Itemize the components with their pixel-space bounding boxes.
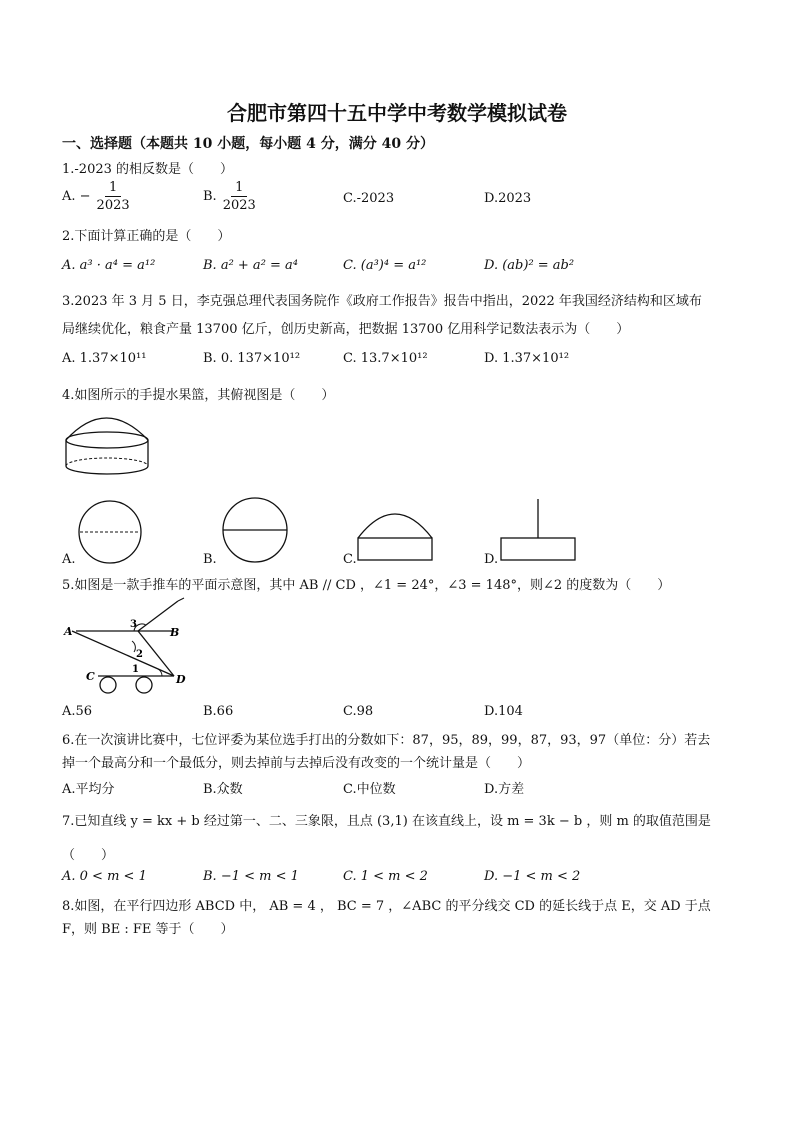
question-8-line-1: 8.如图，在平行四边形 ABCD 中， AB = 4 ， BC = 7 ，∠ABC 的平分线交 CD 的延长线于点 E，交 AD 于点 bbox=[62, 899, 711, 914]
label-angle-2: 2 bbox=[136, 649, 143, 660]
label-b: B bbox=[170, 626, 180, 639]
fruit-basket-figure bbox=[62, 410, 152, 478]
section-heading: 一、选择题（本题共 10 小题，每小题 4 分，满分 40 分） bbox=[62, 136, 434, 152]
trolley-figure bbox=[62, 596, 192, 696]
question-5-option-d: D.104 bbox=[484, 704, 523, 719]
question-5-stem: 5.如图是一款手推车的平面示意图，其中 AB // CD ，∠1 = 24°，∠3 = 148°，则∠2 的度数为（ ） bbox=[62, 578, 671, 593]
question-1-option-c: C.-2023 bbox=[343, 191, 395, 206]
option-d-figure-handle-rect bbox=[500, 498, 576, 562]
page-title: 合肥市第四十五中学中考数学模拟试卷 bbox=[227, 101, 567, 125]
question-4-option-d: D. bbox=[484, 552, 499, 567]
question-7-option-a: A. 0 < m < 1 bbox=[62, 869, 147, 884]
question-1-stem: 1.-2023 的相反数是（ ） bbox=[62, 162, 234, 177]
label-a: A bbox=[64, 625, 73, 638]
label-c: C bbox=[86, 670, 95, 683]
question-7-line-1: 7.已知直线 y = kx + b 经过第一、二、三象限，且点 (3,1) 在该直线上，设 m = 3k − b ，则 m 的取值范围是 bbox=[62, 814, 711, 829]
question-3-option-d: D. 1.37×10¹² bbox=[484, 351, 570, 366]
question-1-option-a: A. − $\frac{1}{2023}$ bbox=[62, 180, 130, 213]
question-6-option-d: D.方差 bbox=[484, 782, 525, 797]
question-6-line-1: 6.在一次演讲比赛中，七位评委为某位选手打出的分数如下：87，95，89，99，87，93，97（单位：分）若去 bbox=[62, 733, 711, 748]
question-6-option-a: A.平均分 bbox=[62, 782, 115, 797]
label-angle-1: 1 bbox=[132, 664, 139, 675]
question-4-option-c: C. bbox=[343, 552, 357, 567]
question-7-option-b: B. −1 < m < 1 bbox=[203, 869, 299, 884]
option-b-figure-circle-solid bbox=[222, 497, 288, 563]
question-6-option-b: B.众数 bbox=[203, 782, 243, 797]
question-2-option-b: B. a² + a² = a⁴ bbox=[203, 258, 299, 273]
question-1-option-d: D.2023 bbox=[484, 191, 532, 206]
question-6-option-c: C.中位数 bbox=[343, 782, 396, 797]
question-3-line-1: 3.2023 年 3 月 5 日，李克强总理代表国务院作《政府工作报告》报告中指出，2022 年我国经济结构和区域布 bbox=[62, 294, 702, 309]
question-8-line-2: F，则 BE : FE 等于（ ） bbox=[62, 922, 234, 937]
question-2-stem: 2.下面计算正确的是（ ） bbox=[62, 229, 231, 244]
question-4-stem: 4.如图所示的手提水果篮，其俯视图是（ ） bbox=[62, 388, 335, 403]
label-d: D bbox=[176, 673, 186, 686]
question-4-option-b: B. bbox=[203, 552, 217, 567]
question-2-option-d: D. (ab)² = ab² bbox=[484, 258, 575, 273]
question-5-option-a: A.56 bbox=[62, 704, 93, 719]
question-7-option-d: D. −1 < m < 2 bbox=[484, 869, 581, 884]
label-angle-3: 3 bbox=[130, 619, 137, 630]
question-5-option-c: C.98 bbox=[343, 704, 374, 719]
option-c-figure-arch-rect bbox=[357, 500, 433, 562]
question-4-option-a: A. bbox=[62, 552, 76, 567]
question-7-option-c: C. 1 < m < 2 bbox=[343, 869, 428, 884]
question-2-option-a: A. a³ · a⁴ = a¹² bbox=[62, 258, 156, 273]
question-3-option-a: A. 1.37×10¹¹ bbox=[62, 351, 147, 366]
question-5-option-b: B.66 bbox=[203, 704, 234, 719]
option-a-figure-circle-dashed bbox=[78, 500, 142, 564]
question-2-option-c: C. (a³)⁴ = a¹² bbox=[343, 258, 427, 273]
question-1-option-b: B. $\frac{1}{2023}$ bbox=[203, 180, 256, 213]
question-3-option-b: B. 0. 137×10¹² bbox=[203, 351, 301, 366]
question-7-line-2: （ ） bbox=[62, 848, 115, 863]
question-3-option-c: C. 13.7×10¹² bbox=[343, 351, 428, 366]
question-6-line-2: 掉一个最高分和一个最低分，则去掉前与去掉后没有改变的一个统计量是（ ） bbox=[62, 756, 531, 771]
question-3-line-2: 局继续优化，粮食产量 13700 亿斤，创历史新高，把数据 13700 亿用科学记数法表示为（ ） bbox=[62, 322, 630, 337]
